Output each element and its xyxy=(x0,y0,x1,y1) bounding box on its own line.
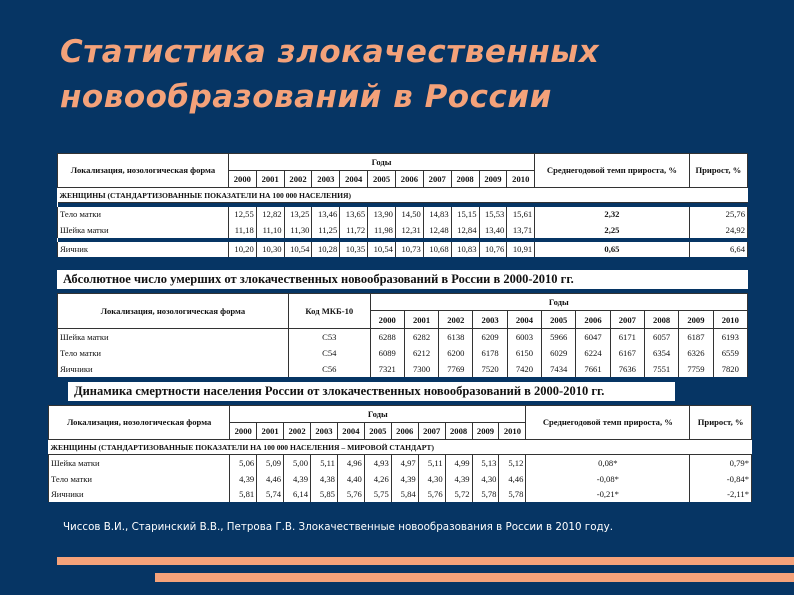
table-cell: 7636 xyxy=(610,361,644,377)
table-cell: 2009 xyxy=(479,170,507,187)
table-cell: 2000 xyxy=(230,422,257,439)
table-cell: 7321 xyxy=(370,361,404,377)
table-cell: 5,00 xyxy=(284,455,311,471)
table-cell: 6171 xyxy=(610,328,644,345)
table-cell: C53 xyxy=(288,328,370,345)
table-cell: 5,76 xyxy=(418,487,445,502)
table-cell: 15,15 xyxy=(451,207,479,222)
table-cell: 10,20 xyxy=(228,242,256,257)
table-cell: 10,83 xyxy=(451,242,479,257)
table-cell: 11,10 xyxy=(256,222,284,237)
table-cell: 5,74 xyxy=(257,487,284,502)
table-cell: 10,68 xyxy=(423,242,451,257)
table-cell: 2003 xyxy=(311,422,338,439)
table-cell: -2,11* xyxy=(690,487,752,502)
table-cell: Среднегодовой темп прироста, % xyxy=(526,406,690,440)
table-cell: 6288 xyxy=(370,328,404,345)
table-cell: 2004 xyxy=(340,170,368,187)
table-row xyxy=(58,345,748,361)
table-cell: 6212 xyxy=(404,345,438,361)
table-cell: 10,54 xyxy=(284,242,312,257)
table-cell: 11,98 xyxy=(368,222,396,237)
table-cell: 4,96 xyxy=(337,455,364,471)
table-row xyxy=(58,207,748,222)
table-cell: 4,97 xyxy=(391,455,418,471)
table-cell: 2010 xyxy=(507,170,535,187)
table-cell: Локализация, нозологическая форма xyxy=(58,294,289,329)
table-cell: 12,84 xyxy=(451,222,479,237)
table-cell: 6,14 xyxy=(284,487,311,502)
table-cell: Тело матки xyxy=(58,345,289,361)
table-cell: 6150 xyxy=(507,345,541,361)
table-cell: 4,46 xyxy=(257,471,284,486)
table-cell: 6,64 xyxy=(689,242,747,257)
table-cell: 11,30 xyxy=(284,222,312,237)
table-cell: 13,25 xyxy=(284,207,312,222)
table-cell: 2007 xyxy=(423,170,451,187)
table-cell: Годы xyxy=(228,154,534,171)
table-row xyxy=(49,471,752,486)
table-cell: 2000 xyxy=(370,311,404,328)
table-cell: 0,65 xyxy=(535,242,690,257)
table-cell: 24,92 xyxy=(689,222,747,237)
table-cell: 7759 xyxy=(679,361,713,377)
table-cell: 13,46 xyxy=(312,207,340,222)
section-row xyxy=(58,187,748,202)
table-cell: 7820 xyxy=(713,361,747,377)
header-row xyxy=(49,406,752,423)
table-cell: 6187 xyxy=(679,328,713,345)
table-cell: 2008 xyxy=(451,170,479,187)
table-row xyxy=(58,242,748,257)
table-cell: 4,38 xyxy=(311,471,338,486)
table-cell: Прирост, % xyxy=(689,154,747,188)
table-cell: 6326 xyxy=(679,345,713,361)
table-cell: 5,09 xyxy=(257,455,284,471)
table-cell: ЖЕНЩИНЫ (СТАНДАРТИЗОВАННЫЕ ПОКАЗАТЕЛИ НА 100 000 НАСЕЛЕНИЯ – МИРОВОЙ СТАНДАРТ) xyxy=(49,439,752,454)
table-cell: 11,18 xyxy=(228,222,256,237)
table-cell: 2003 xyxy=(473,311,507,328)
table-row xyxy=(58,328,748,345)
table-cell: 2,32 xyxy=(535,207,690,222)
table-cell: Локализация, нозологическая форма xyxy=(58,154,229,188)
table-cell: 6559 xyxy=(713,345,747,361)
table-cell: 5,78 xyxy=(499,487,526,502)
table-cell: 13,65 xyxy=(340,207,368,222)
table-cell: 2,25 xyxy=(535,222,690,237)
table-cell: 5,11 xyxy=(418,455,445,471)
table-cell: Годы xyxy=(230,406,526,423)
table-cell: 2003 xyxy=(312,170,340,187)
table-cell: 2006 xyxy=(391,422,418,439)
mortality-count-caption: Абсолютное число умерших от злокачественных новообразований в России в 2000-2010 гг. xyxy=(57,270,748,289)
title-line-1: Статистика злокачественных xyxy=(60,34,600,70)
table-cell: 2008 xyxy=(445,422,472,439)
table-cell: -0,21* xyxy=(526,487,690,502)
table-cell: 5,75 xyxy=(364,487,391,502)
table-cell: Годы xyxy=(370,294,747,311)
table-cell: 6193 xyxy=(713,328,747,345)
table-cell: 13,90 xyxy=(368,207,396,222)
table-cell: 4,30 xyxy=(418,471,445,486)
table-cell: 4,39 xyxy=(230,471,257,486)
table-cell: 6003 xyxy=(507,328,541,345)
table-cell: 4,39 xyxy=(445,471,472,486)
table-cell: C56 xyxy=(288,361,370,377)
table-cell: 2007 xyxy=(610,311,644,328)
table-cell: 25,76 xyxy=(689,207,747,222)
table-cell: 6029 xyxy=(542,345,576,361)
table-row xyxy=(49,455,752,471)
table-cell: 5,81 xyxy=(230,487,257,502)
table-cell: Прирост, % xyxy=(690,406,752,440)
table-cell: 5,84 xyxy=(391,487,418,502)
table-cell: 6089 xyxy=(370,345,404,361)
table-cell: 7300 xyxy=(404,361,438,377)
table-cell: 5966 xyxy=(542,328,576,345)
table-cell: 2002 xyxy=(439,311,473,328)
mortality-rate-table xyxy=(48,405,752,502)
table-cell: 5,78 xyxy=(472,487,499,502)
table-cell: -0,84* xyxy=(690,471,752,486)
table-cell: Шейка матки xyxy=(58,222,229,237)
table-cell: ЖЕНЩИНЫ (СТАНДАРТИЗОВАННЫЕ ПОКАЗАТЕЛИ НА 100 000 НАСЕЛЕНИЯ) xyxy=(58,187,748,202)
table-cell: 2006 xyxy=(576,311,610,328)
table-cell: 10,91 xyxy=(507,242,535,257)
decorative-bar-bottom xyxy=(155,573,794,582)
table-row xyxy=(58,222,748,237)
table-cell: 4,93 xyxy=(364,455,391,471)
table-cell: 6057 xyxy=(644,328,678,345)
table-cell: 7769 xyxy=(439,361,473,377)
table-cell: 7551 xyxy=(644,361,678,377)
table-cell: 2005 xyxy=(368,170,396,187)
table-cell: 12,48 xyxy=(423,222,451,237)
table-cell: Тело матки xyxy=(49,471,230,486)
table-cell: 5,13 xyxy=(472,455,499,471)
table-cell: 2000 xyxy=(228,170,256,187)
table-cell: Шейка матки xyxy=(58,328,289,345)
table-cell: 2005 xyxy=(364,422,391,439)
incidence-table xyxy=(57,153,748,257)
table-cell: 2005 xyxy=(542,311,576,328)
table-cell: 6209 xyxy=(473,328,507,345)
table-cell: 5,76 xyxy=(337,487,364,502)
table-cell: 10,30 xyxy=(256,242,284,257)
table-cell: 2009 xyxy=(472,422,499,439)
table-cell: 7520 xyxy=(473,361,507,377)
table-cell: 2001 xyxy=(404,311,438,328)
table-cell: 4,39 xyxy=(284,471,311,486)
table-cell: 2009 xyxy=(679,311,713,328)
table-cell: Яичник xyxy=(58,242,229,257)
table-cell: 5,06 xyxy=(230,455,257,471)
header-row xyxy=(58,154,748,171)
table-cell: 12,31 xyxy=(395,222,423,237)
table-cell: 13,71 xyxy=(507,222,535,237)
table-cell: 10,28 xyxy=(312,242,340,257)
table-cell: Яичники xyxy=(49,487,230,502)
title-line-2: новообразований в России xyxy=(60,79,552,115)
table-cell: 10,76 xyxy=(479,242,507,257)
table-cell: 4,26 xyxy=(364,471,391,486)
table-cell: 14,50 xyxy=(395,207,423,222)
table-cell: 2004 xyxy=(337,422,364,439)
decorative-bar-top xyxy=(57,557,794,565)
table-cell: 11,25 xyxy=(312,222,340,237)
table-cell: Шейка матки xyxy=(49,455,230,471)
table-row xyxy=(58,361,748,377)
table-cell: 7420 xyxy=(507,361,541,377)
table-cell: 5,11 xyxy=(311,455,338,471)
table-cell: 10,54 xyxy=(368,242,396,257)
table-cell: Среднегодовой темп прироста, % xyxy=(535,154,690,188)
table-cell: 2004 xyxy=(507,311,541,328)
table-cell: 10,73 xyxy=(395,242,423,257)
table-cell: 0,79* xyxy=(690,455,752,471)
table-cell: 2010 xyxy=(499,422,526,439)
table-cell: 7661 xyxy=(576,361,610,377)
section-row xyxy=(49,439,752,454)
table-cell: 5,85 xyxy=(311,487,338,502)
table-cell: Тело матки xyxy=(58,207,229,222)
table-cell: C54 xyxy=(288,345,370,361)
citation: Чиссов В.И., Старинский В.В., Петрова Г.В. Злокачественные новообразования в России в 2010 году. xyxy=(63,521,613,533)
table-cell: Код МКБ-10 xyxy=(288,294,370,329)
table-cell: 4,39 xyxy=(391,471,418,486)
table-cell: 2006 xyxy=(395,170,423,187)
slide-title xyxy=(60,30,599,120)
table-cell: -0,08* xyxy=(526,471,690,486)
table-cell: 12,82 xyxy=(256,207,284,222)
table-cell: 6047 xyxy=(576,328,610,345)
table-cell: 2010 xyxy=(713,311,747,328)
table-cell: 2001 xyxy=(257,422,284,439)
table-cell: 2008 xyxy=(644,311,678,328)
table-cell: 6282 xyxy=(404,328,438,345)
mortality-rate-caption: Динамика смертности населения России от злокачественных новообразований в 2000-2010 гг. xyxy=(68,382,675,401)
mortality-count-table xyxy=(57,293,748,377)
table-cell: 4,40 xyxy=(337,471,364,486)
table-cell: 15,53 xyxy=(479,207,507,222)
table-cell: 0,08* xyxy=(526,455,690,471)
table-cell: Локализация, нозологическая форма xyxy=(49,406,230,440)
table-cell: 2002 xyxy=(284,170,312,187)
table-cell: 2007 xyxy=(418,422,445,439)
table-cell: 7434 xyxy=(542,361,576,377)
table-cell: 4,99 xyxy=(445,455,472,471)
header-row xyxy=(58,294,748,311)
table-cell: 13,40 xyxy=(479,222,507,237)
table-cell: 2002 xyxy=(284,422,311,439)
table-cell: Яичники xyxy=(58,361,289,377)
table-cell: 5,12 xyxy=(499,455,526,471)
table-cell: 6167 xyxy=(610,345,644,361)
table-cell: 15,61 xyxy=(507,207,535,222)
table-cell: 4,30 xyxy=(472,471,499,486)
table-cell: 6354 xyxy=(644,345,678,361)
table-cell: 6178 xyxy=(473,345,507,361)
table-cell: 2001 xyxy=(256,170,284,187)
table-cell: 14,83 xyxy=(423,207,451,222)
table-cell: 11,72 xyxy=(340,222,368,237)
table-cell: 12,55 xyxy=(228,207,256,222)
table-cell: 6200 xyxy=(439,345,473,361)
table-cell: 6224 xyxy=(576,345,610,361)
table-cell: 4,46 xyxy=(499,471,526,486)
table-cell: 10,35 xyxy=(340,242,368,257)
table-cell: 5,72 xyxy=(445,487,472,502)
table-cell: 6138 xyxy=(439,328,473,345)
table-row xyxy=(49,487,752,502)
